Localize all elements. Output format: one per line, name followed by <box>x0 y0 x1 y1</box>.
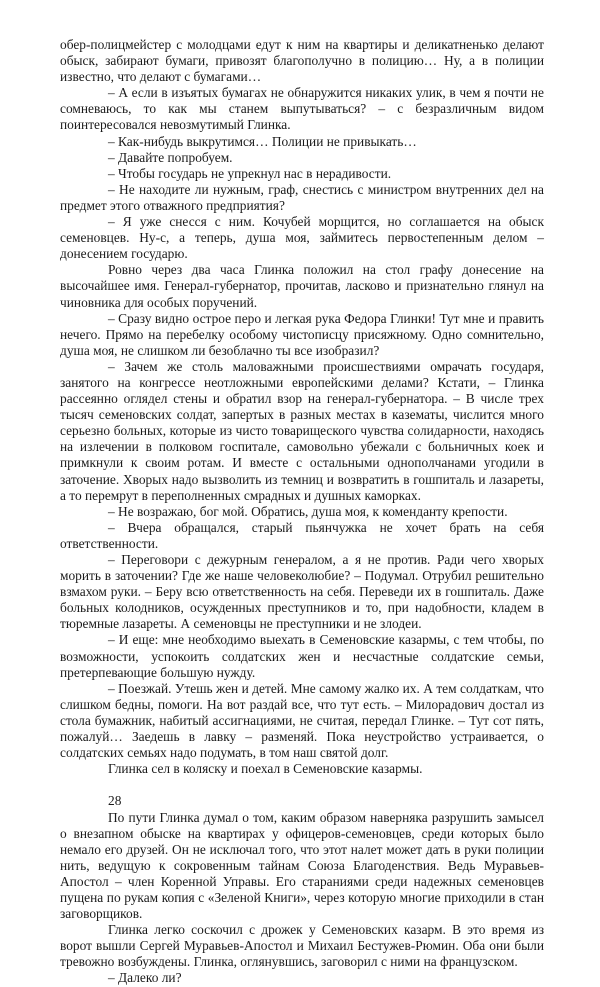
paragraph: – Поезжай. Утешь жен и детей. Мне самому жалко их. А тем солдаткам, что слишком бедны, помоги. На вот раздай все, что тут есть. – Милорадович достал из стола бумажник, набитый ассигнациями, не считая, передал Глинке. – Тут сот пять, пожалуй… Заедешь в лавку – разменяй. Пока неустройство устраивается, о солдатских семьях надо подумать, в том наш святой долг. <box>60 680 544 761</box>
paragraph: – Зачем же столь маловажными происшествиями омрачать государя, занятого на конгрессе неотложными европейскими делами? Кстати, – Глинка рассеянно оглядел стены и обратил взор на генерал-губернатора. – В числе трех тысяч семеновских солдат, запертых в разных местах в казематы, числится много серьезно больных, которые из чисто товарищеского чувства солидарности, находясь на излечении в полковом госпитале, самовольно убежали с больничных коек и примкнули к своим ротам. И вместе с остальными однополчанами угодили в заточение. Хворых надо вызволить из темниц и возвратить в гошпиталь и лазареты, а то перемрут в переполненных смрадных и душных каморках. <box>60 358 544 503</box>
paragraph: – И еще: мне необходимо выехать в Семеновские казармы, с тем чтобы, по возможности, успокоить солдатских жен и несчастные солдатские семьи, претерпевающие большую нужду. <box>60 632 544 680</box>
paragraph: – Давайте попробуем. <box>108 149 233 165</box>
paragraph: обер-полицмейстер с молодцами едут к ним на квартиры и деликатненько делают обыск, забирают бумаги, привозят благополучно в полицию… Ну, а в полиции известно, что делают с бумагами… <box>60 37 544 85</box>
document-page <box>60 37 544 987</box>
paragraph: – Я уже снесся с ним. Кочубей морщится, но соглашается на обыск семеновцев. Ну-с, а теперь, душа моя, займитесь первостепенным делом – донесением государю. <box>60 214 544 262</box>
paragraph: – Не возражаю, бог мой. Обратись, душа моя, к коменданту крепости. <box>108 503 508 519</box>
chapter-number: 28 <box>108 793 122 809</box>
paragraph: Ровно через два часа Глинка положил на стол графу донесение на высочайшее имя. Генерал-губернатор, прочитав, ласково и признательно глянул на чиновника для особых поручений. <box>60 262 544 310</box>
paragraph: – Вчера обращался, старый пьянчужка не хочет брать на себя ответственности. <box>60 519 544 551</box>
paragraph: – Чтобы государь не упрекнул нас в нерадивости. <box>108 165 392 181</box>
paragraph: Глинка сел в коляску и поехал в Семеновские казармы. <box>108 761 423 777</box>
paragraph: – Далеко ли? <box>108 970 182 986</box>
paragraph: По пути Глинка думал о том, каким образом наверняка разрушить замысел о внезапном обыске на квартирах у офицеров-семеновцев, среди которых было немало его друзей. Он не исключал того, что этот налет может дать в руки полиции нить, ведущую к сокровенным тайнам Союза Благоденствия. Ведь Муравьев-Апостол – член Коренной Управы. Его стараниями среди надежных семеновцев пущена по рукам копия с «Зеленой Книги», через которую многие приходили в стан заговорщиков. <box>60 809 544 922</box>
paragraph: – Переговори с дежурным генералом, а я не против. Ради чего хворых морить в заточении? Где же наше человеколюбие? – Подумал. Отрубил решительно взмахом руки. – Беру всю ответственность на себя. Переведи их в гошпиталь. Даже больных колодников, осужденных преступников и то, при надобности, кладем в тюремные лазареты. А семеновцы не преступники и не злодеи. <box>60 552 544 632</box>
paragraph: – Как-нибудь выкрутимся… Полиции не привыкать… <box>108 133 417 149</box>
paragraph: – Сразу видно острое перо и легкая рука Федора Глинки! Тут мне и править нечего. Прямо на перебелку особому чистописцу присяжному. Одно сомнительно, душа моя, не слишком ли безоблачно ты все изобразил? <box>60 310 544 358</box>
paragraph: – Не находите ли нужным, граф, снестись с министром внутренних дел на предмет этого отважного предприятия? <box>60 181 544 213</box>
paragraph: – А если в изъятых бумагах не обнаружится никаких улик, в чем я почти не сомневаюсь, то как мы станем выпутываться? – с безразличным видом поинтересовался невозмутимый Глинка. <box>60 85 544 133</box>
paragraph: Глинка легко соскочил с дрожек у Семеновских казарм. В это время из ворот вышли Сергей Муравьев-Апостол и Михаил Бестужев-Рюмин. Оба они были тревожно возбуждены. Глинка, оглянувшись, заговорил с ними на французском. <box>60 922 544 970</box>
